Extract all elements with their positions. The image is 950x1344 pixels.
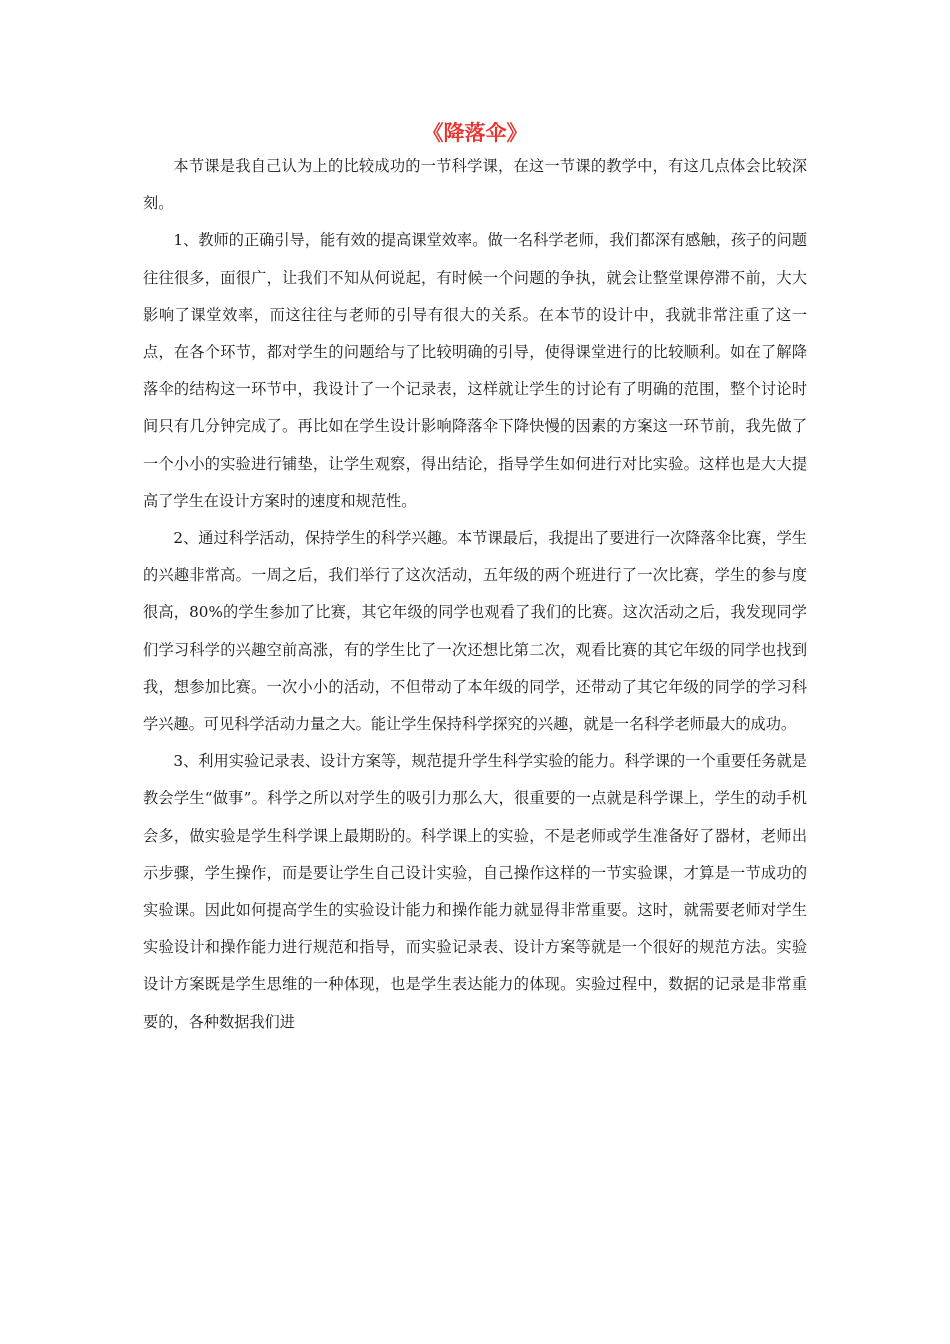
paragraph-point-2: 2、通过科学活动，保持学生的科学兴趣。本节课最后，我提出了要进行一次降落伞比赛，学生的兴趣非常高。一周之后，我们举行了这次活动，五年级的两个班进行了一次比赛，学生的参与度很高，80%的学生参加了比赛，其它年级的同学也观看了我们的比赛。这次活动之后，我发现同学们学习科学的兴趣空前高涨，有的学生比了一次还想比第二次，观看比赛的其它年级的同学也找到我，想参加比赛。一次小小的活动，不但带动了本年级的同学，还带动了其它年级的同学的学习科学兴趣。可见科学活动力量之大。能让学生保持科学探究的兴趣，就是一名科学老师最大的成功。 bbox=[143, 529, 807, 734]
paragraph-point-1: 1、教师的正确引导，能有效的提高课堂效率。做一名科学老师，我们都深有感触，孩子的问题往往很多，面很广，让我们不知从何说起，有时候一个问题的争执，就会让整堂课停滞不前，大大影响了课堂效率，而这往往与老师的引导有很大的关系。在本节的设计中，我就非常注重了这一点，在各个环节，都对学生的问题给与了比较明确的引导，使得课堂进行的比较顺利。如在了解降落伞的结构这一环节中，我设计了一个记录表，这样就让学生的讨论有了明确的范围，整个讨论时间只有几分钟完成了。再比如在学生设计影响降落伞下降快慢的因素的方案这一环节前，我先做了一个小小的实验进行铺垫，让学生观察，得出结论，指导学生如何进行对比实验。这样也是大大提高了学生在设计方案时的速度和规范性。 bbox=[143, 231, 807, 510]
document-title: 《降落伞》 bbox=[422, 120, 528, 145]
paragraph-point-3: 3、利用实验记录表、设计方案等，规范提升学生科学实验的能力。科学课的一个重要任务就是教会学生“做事”。科学之所以对学生的吸引力那么大，很重要的一点就是科学课上，学生的动手机会多，做实验是学生科学课上最期盼的。科学课上的实验，不是老师或学生准备好了器材，老师出示步骤，学生操作，而是要让学生自己设计实验，自己操作这样的一节实验课，才算是一节成功的实验课。因此如何提高学生的实验设计能力和操作能力就显得非常重要。这时，就需要老师对学生实验设计和操作能力进行规范和指导，而实验记录表、设计方案等就是一个很好的规范方法。实验设计方案既是学生思维的一种体现，也是学生表达能力的体现。实验过程中，数据的记录是非常重要的，各种数据我们进 bbox=[143, 752, 807, 1031]
paragraph-intro: 本节课是我自己认为上的比较成功的一节科学课，在这一节课的教学中，有这几点体会比较深刻。 bbox=[143, 157, 807, 213]
document-body bbox=[143, 148, 807, 1041]
